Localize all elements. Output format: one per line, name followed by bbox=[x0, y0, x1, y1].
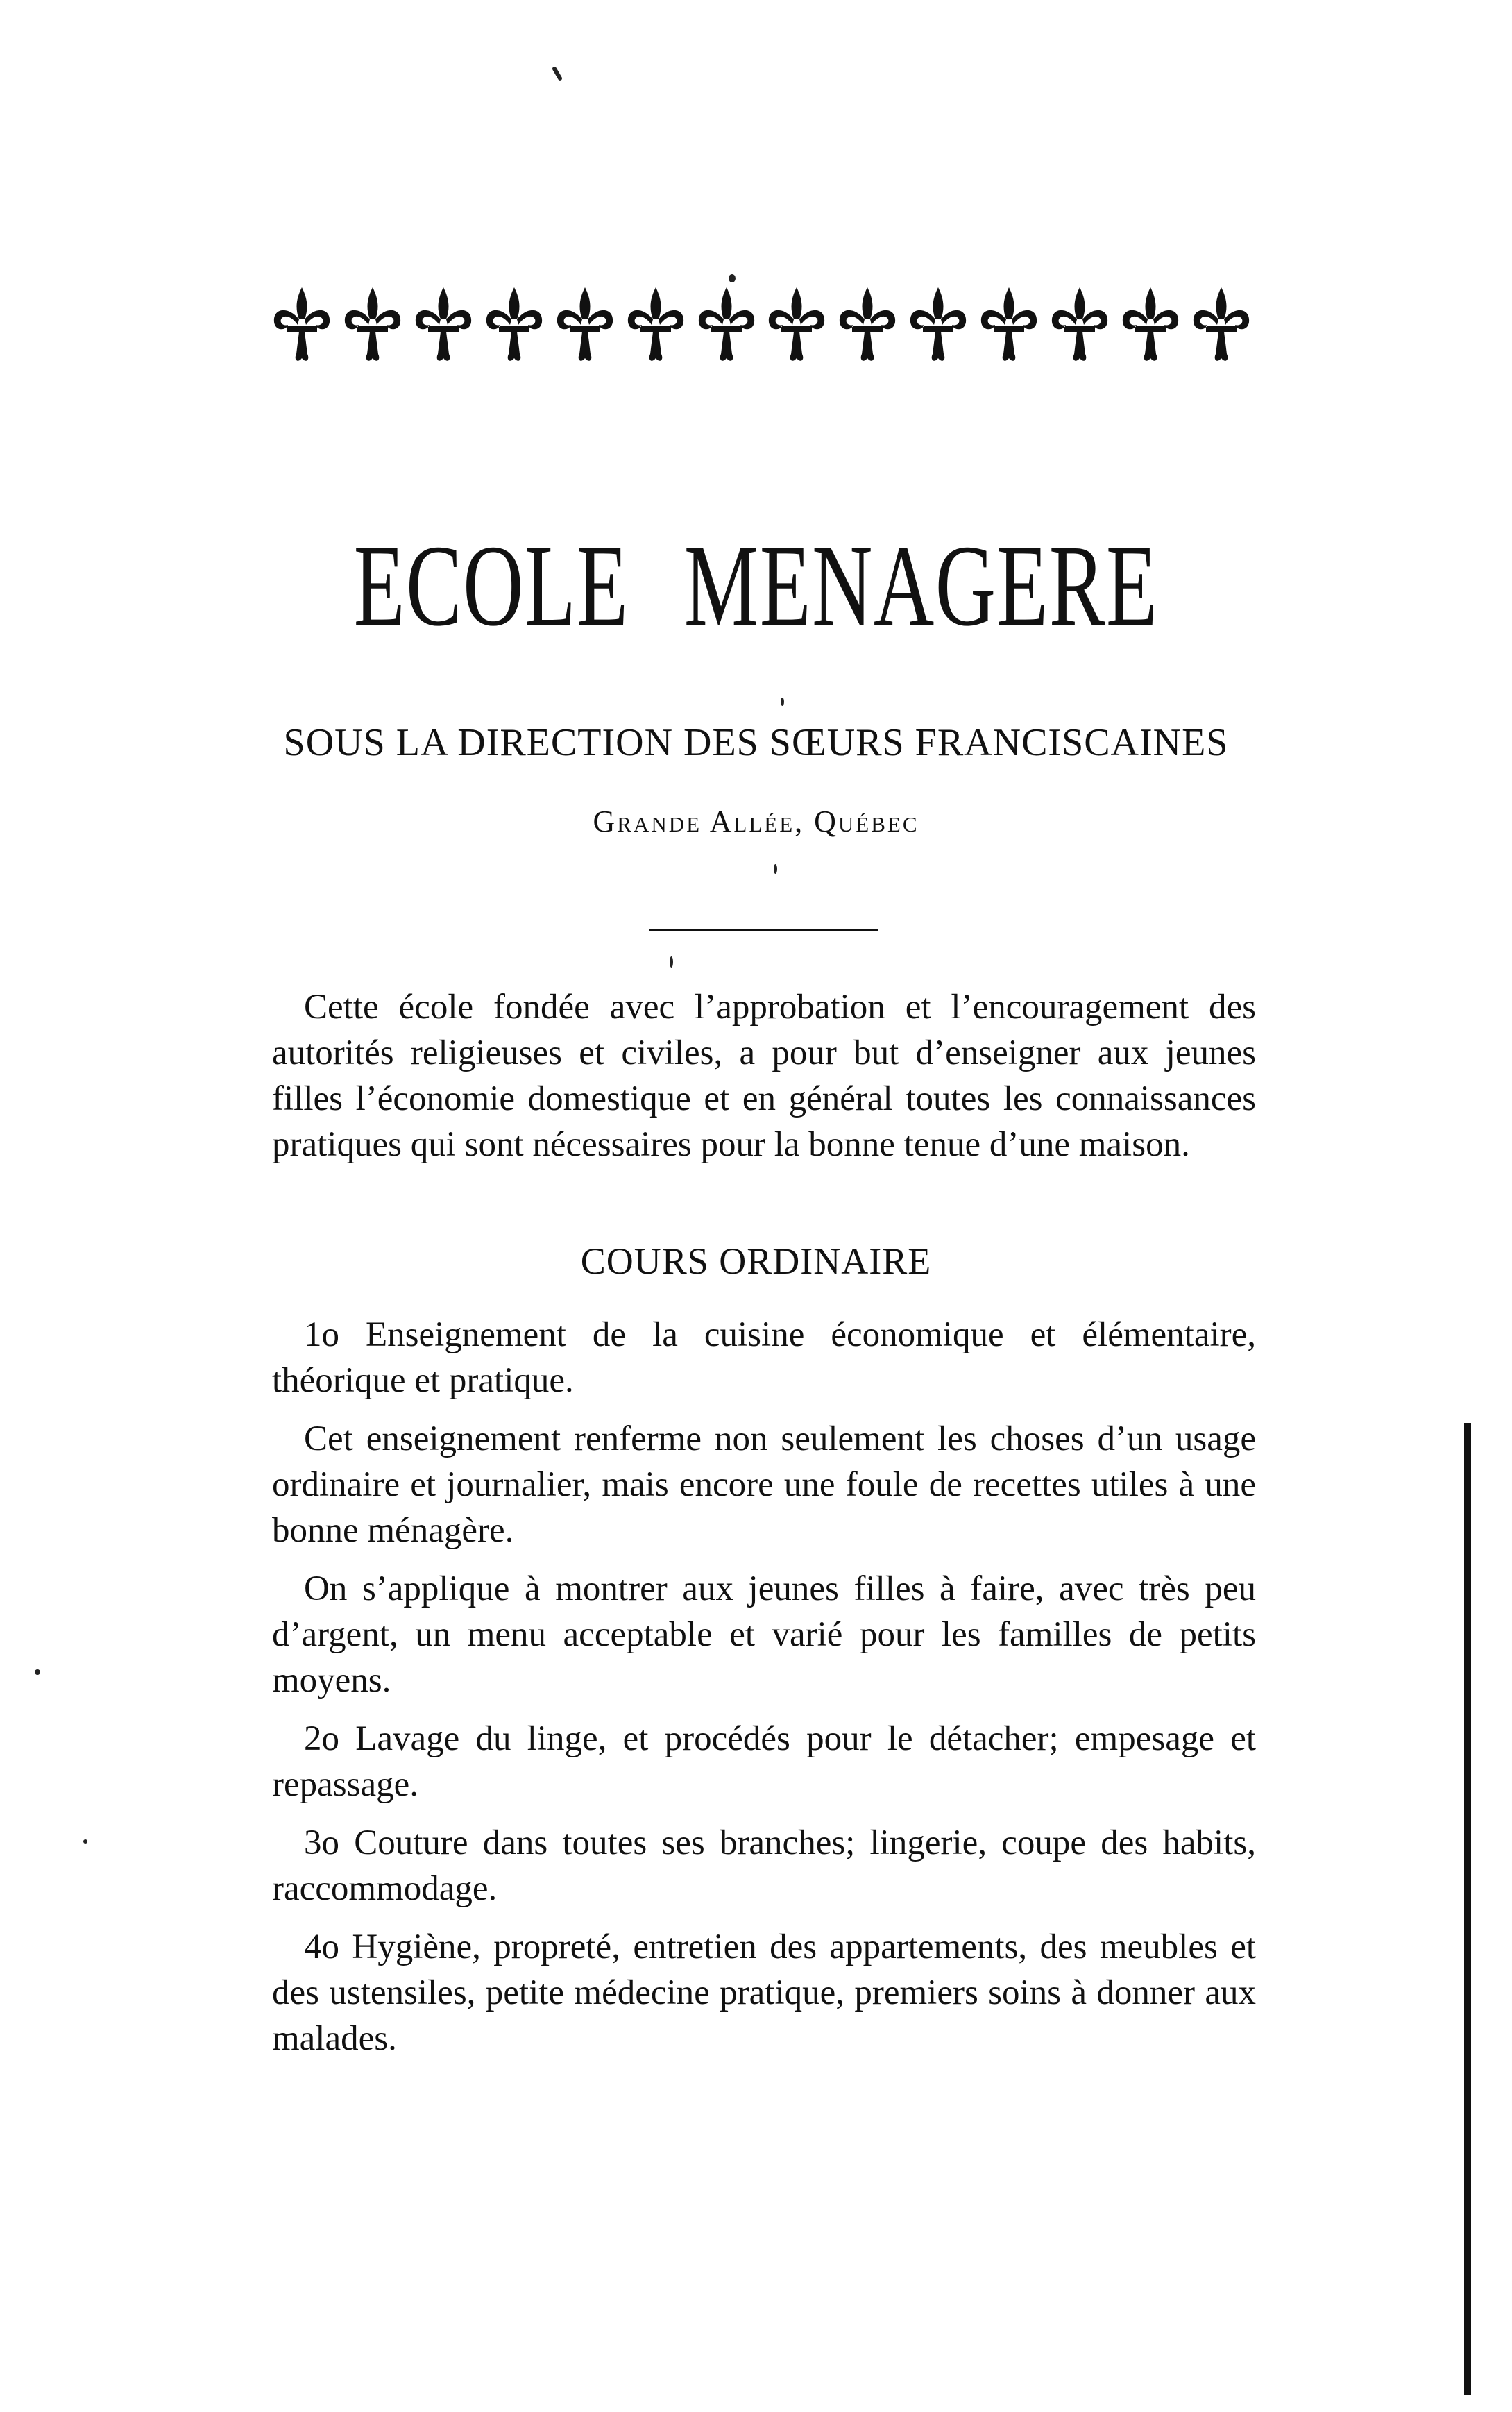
fleur-de-lis-icon bbox=[1187, 285, 1256, 368]
fleur-de-lis-icon bbox=[479, 285, 549, 368]
course-item-hygiene: 4o Hygiène, propreté, entretien des appartements, des meubles et des ustensiles, petite médecine pratique, premiers soins à donner aux malades. bbox=[272, 1928, 1256, 2058]
scan-speck bbox=[729, 274, 736, 282]
fleur-de-lis-icon bbox=[974, 285, 1044, 368]
fleur-de-lis-icon bbox=[550, 285, 620, 368]
section-heading: COURS ORDINAIRE bbox=[580, 1240, 932, 1282]
course-list bbox=[272, 1312, 1256, 2074]
scan-speck bbox=[670, 956, 673, 968]
course-item-cuisine: 1o Enseignement de la cuisine économique et élémentaire, théorique et pratique. bbox=[272, 1315, 1256, 1400]
scan-speck bbox=[781, 698, 784, 706]
fleur-de-lis-icon bbox=[903, 285, 973, 368]
title-word-menagere: MENAGERE bbox=[683, 521, 1159, 650]
scan-speck bbox=[552, 66, 563, 81]
fleur-de-lis-icon bbox=[833, 285, 902, 368]
course-item-lavage: 2o Lavage du linge, et procédés pour le détacher; empesage et repassage. bbox=[272, 1719, 1256, 1804]
intro-paragraph: Cette école fondée avec l’approbation et l’encouragement des autorités religieuses et civiles, a pour but d’enseigner aux jeunes filles l’économie domestique et en général toutes les connaissances pratiques qui sont nécessaires pour la bonne tenue d’une maison. bbox=[272, 988, 1256, 1164]
divider-rule bbox=[649, 929, 878, 931]
subtitle: SOUS LA DIRECTION DES SŒURS FRANCISCAINES bbox=[283, 721, 1229, 764]
fleur-de-lis-icon bbox=[1045, 285, 1114, 368]
fleur-de-lis-border bbox=[267, 274, 1256, 378]
fleur-de-lis-icon bbox=[338, 285, 407, 368]
fleur-de-lis-icon bbox=[762, 285, 831, 368]
course-item-couture: 3o Couture dans toutes ses branches; lingerie, coupe des habits, raccommodage. bbox=[272, 1823, 1256, 1908]
scan-speck bbox=[774, 864, 777, 874]
scan-speck bbox=[83, 1839, 87, 1844]
title-word-ecole: ECOLE bbox=[353, 521, 629, 650]
address: Grande Allée, Québec bbox=[593, 804, 919, 838]
fleur-de-lis-icon bbox=[267, 285, 337, 368]
course-item-cuisine-detail: Cet enseignement renferme non seulement les choses d’un usage ordinaire et journalier, mais encore une foule de recettes utiles à une bonne ménagère. bbox=[272, 1419, 1256, 1550]
fleur-de-lis-icon bbox=[692, 285, 761, 368]
fleur-de-lis-icon bbox=[1116, 285, 1185, 368]
fleur-de-lis-icon bbox=[409, 285, 478, 368]
scan-speck bbox=[35, 1669, 40, 1675]
page-title bbox=[212, 521, 1300, 650]
course-item-cuisine-menu: On s’applique à montrer aux jeunes filles à faire, avec très peu d’argent, un menu acceptable et varié pour les familles de petits moyens. bbox=[272, 1569, 1256, 1700]
scan-margin-edge bbox=[1464, 1423, 1471, 2395]
fleur-de-lis-icon bbox=[621, 285, 690, 368]
